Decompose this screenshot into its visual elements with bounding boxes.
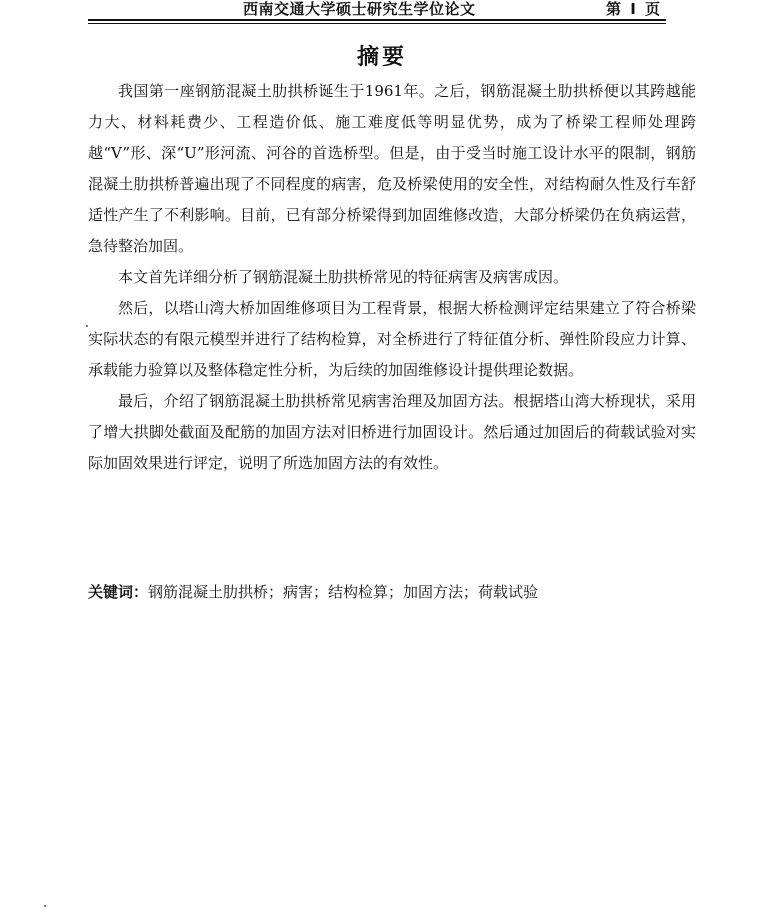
abstract-paragraph-2: 本文首先详细分析了钢筋混凝土肋拱桥常见的特征病害及病害成因。: [118, 268, 569, 286]
header-thesis-title: 西南交通大学硕士研究生学位论文: [243, 0, 476, 18]
header-page-number: 第 I 页: [605, 0, 660, 18]
header-rule: [88, 19, 666, 21]
abstract-paragraph-1: 我国第一座钢筋混凝土肋拱桥诞生于1961年。之后，钢筋混凝土肋拱桥便以其跨越能力大、材料耗费少、工程造价低、施工难度低等明显优势，成为了桥梁工程师处理跨越“V”形、深“U”形河流、河谷的首选桥型。但是，由于受当时施工设计水平的限制，钢筋混凝土肋拱桥普遍出现了不同程度的病害，危及桥梁使用的安全性，对结构耐久性及行车舒适性产生了不利影响。目前，已有部分桥梁得到加固维修改造，大部分桥梁仍在负病运营，急待整治加固。: [88, 82, 696, 255]
abstract-paragraph-3: 然后，以塔山湾大桥加固维修项目为工程背景，根据大桥检测评定结果建立了符合桥梁实际状态的有限元模型并进行了结构检算，对全桥进行了特征值分析、弹性阶段应力计算、承载能力验算以及整体稳定性分析，为后续的加固维修设计提供理论数据。: [88, 299, 696, 379]
keywords-label: 关键词：: [88, 583, 149, 601]
scan-speck: [44, 905, 46, 907]
abstract-paragraph-4: 最后，介绍了钢筋混凝土肋拱桥常见病害治理及加固方法。根据塔山湾大桥现状，采用了增大拱脚处截面及配筋的加固方法对旧桥进行加固设计。然后通过加固后的荷载试验对实际加固效果进行评定，说明了所选加固方法的有效性。: [88, 392, 696, 472]
abstract-title: 摘要: [356, 45, 407, 70]
header-rule-thin: [88, 23, 666, 24]
keywords-text: 钢筋混凝土肋拱桥；病害；结构检算；加固方法；荷载试验: [148, 583, 539, 601]
page-header: [88, 0, 666, 22]
keywords-line: [88, 578, 696, 606]
scan-speck: [86, 325, 88, 327]
abstract-body: [88, 76, 696, 479]
